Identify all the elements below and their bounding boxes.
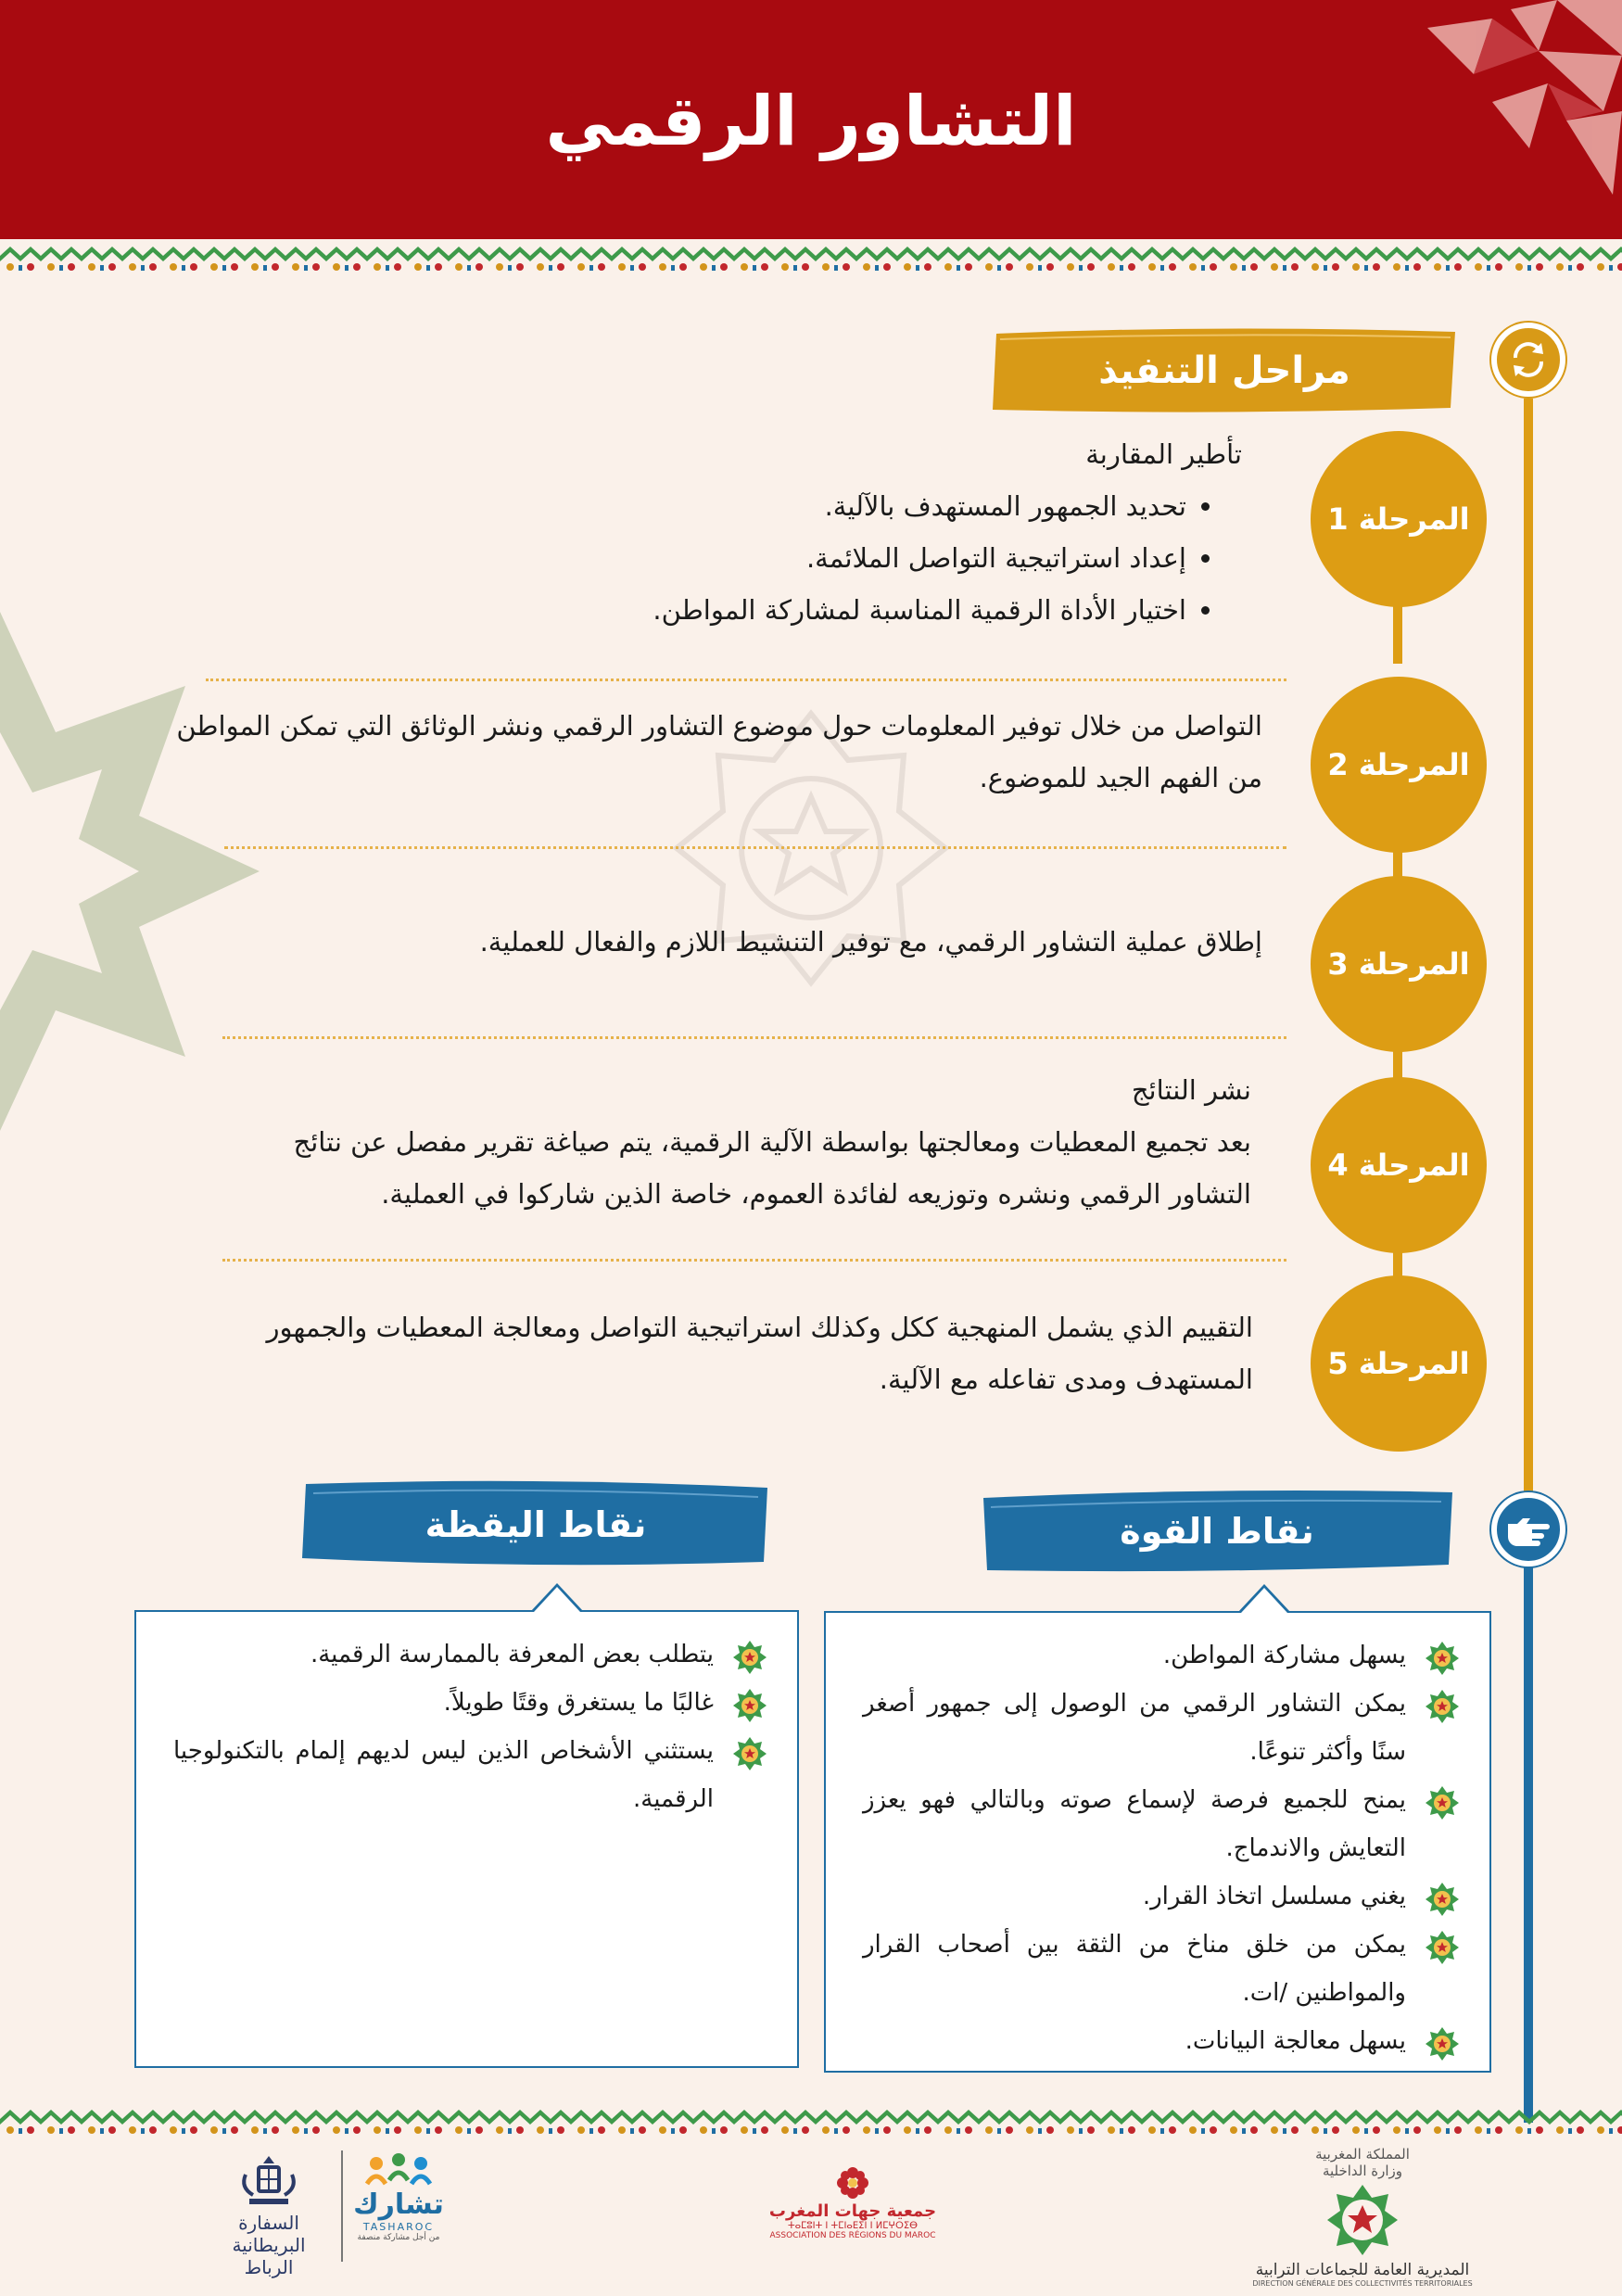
star-bullet-icon bbox=[1425, 1689, 1460, 1724]
british-embassy-logo: السفارة البريطانية الرباط bbox=[199, 2152, 338, 2278]
stage-5-line: التقييم الذي يشمل المنهجية ككل وكذلك استراتيجية التواصل ومعالجة المعطيات والجمهور bbox=[266, 1312, 1253, 1343]
star-bullet-icon bbox=[732, 1736, 767, 1771]
stage-4-text bbox=[158, 1064, 1251, 1220]
stage-4-title: نشر النتائج bbox=[1131, 1074, 1251, 1106]
stage-2-line: من الفهم الجيد للموضوع. bbox=[979, 762, 1262, 793]
stage-1-bullet: • تحديد الجمهور المستهدف بالآلية. bbox=[556, 480, 1186, 532]
stage-5-text bbox=[158, 1301, 1253, 1405]
page-header bbox=[0, 0, 1622, 239]
page-title: التشاور الرقمي bbox=[545, 82, 1077, 161]
stage-2-text bbox=[158, 700, 1262, 804]
divider bbox=[222, 1259, 1286, 1262]
star-bullet-icon bbox=[1425, 1930, 1460, 1965]
stage-connector bbox=[1393, 604, 1402, 664]
weaknesses-banner bbox=[298, 1478, 773, 1571]
footer-separator bbox=[341, 2150, 343, 2262]
list-item: يسهل مشاركة المواطن. bbox=[863, 1631, 1460, 1680]
stage-1-bullet: • إعداد استراتيجية التواصل الملائمة. bbox=[556, 532, 1186, 584]
regions-association-logo: جمعية جهات المغرب ⵜⴰⵎⵓⵏⵜ ⵏ ⵜⵎⵏⴰⴹⵉⵏ ⵏ ⵍⵎⵖⵔⵉⴱ ASSOCIATION DES RÉGIONS DU MAROC bbox=[760, 2164, 945, 2240]
list-item: يغني مسلسل اتخاذ القرار. bbox=[863, 1872, 1460, 1921]
decorative-border-bottom bbox=[0, 2106, 1622, 2139]
star-bullet-icon bbox=[732, 1688, 767, 1723]
strengths-title: نقاط القوة bbox=[1120, 1511, 1314, 1552]
star-bullet-icon bbox=[1425, 1882, 1460, 1917]
stage-4-line: التشاور الرقمي ونشره وتوزيعه لفائدة العموم، خاصة الذين شاركوا في العملية. bbox=[381, 1178, 1251, 1210]
stage-3-circle: المرحلة 3 bbox=[1311, 876, 1487, 1052]
stage-2-circle: المرحلة 2 bbox=[1311, 677, 1487, 853]
strengths-banner bbox=[978, 1485, 1456, 1578]
list-item: يمنح للجميع فرصة لإسماع صوته وبالتالي فهو يعزز التعايش والاندماج. bbox=[863, 1776, 1460, 1872]
list-item: يمكن التشاور الرقمي من الوصول إلى جمهور أصغر سنًا وأكثر تنوعًا. bbox=[863, 1680, 1460, 1776]
weaknesses-list bbox=[173, 1630, 767, 1823]
decorative-border-top bbox=[0, 243, 1622, 276]
star-bullet-icon bbox=[732, 1640, 767, 1675]
people-icon bbox=[361, 2152, 436, 2189]
stage-5-line: المستهدف ومدى تفاعله مع الآلية. bbox=[879, 1364, 1253, 1395]
strengths-list bbox=[863, 1631, 1460, 2065]
list-item: غالبًا ما يستغرق وقتًا طويلاً. bbox=[173, 1679, 767, 1727]
stage-1-circle: المرحلة 1 bbox=[1311, 431, 1487, 607]
divider bbox=[206, 679, 1286, 681]
weaknesses-box bbox=[134, 1610, 799, 2068]
cycle-icon bbox=[1491, 323, 1565, 397]
stage-5-circle: المرحلة 5 bbox=[1311, 1275, 1487, 1452]
timeline-gold-line bbox=[1524, 399, 1533, 1492]
strengths-caret-inner bbox=[1241, 1588, 1287, 1613]
stage-2-line: التواصل من خلال توفير المعلومات حول موضوع التشاور الرقمي ونشر الوثائق التي تمكن المواطن bbox=[176, 710, 1262, 742]
list-item: يتطلب بعض المعرفة بالممارسة الرقمية. bbox=[173, 1630, 767, 1679]
divider bbox=[222, 1036, 1286, 1039]
stage-3-line: إطلاق عملية التشاور الرقمي، مع توفير التنشيط اللازم والفعال للعملية. bbox=[479, 926, 1262, 958]
ministry-logo: المملكة المغربية وزارة الداخلية المديرية العامة للجماعات الترابية DIRECTION GÉNÉRALE DES COLLECTIVITÉS TERRITORIALES bbox=[1252, 2146, 1473, 2288]
list-item: يستثني الأشخاص الذين ليس لديهم إلمام بالتكنولوجيا الرقمية. bbox=[173, 1727, 767, 1823]
list-item: يمكن من خلق مناخ من الثقة بين أصحاب القرار والمواطنين /ات. bbox=[863, 1921, 1460, 2017]
stage-4-line: بعد تجميع المعطيات ومعالجتها بواسطة الآلية الرقمية، يتم صياغة تقرير مفصل عن نتائج bbox=[293, 1126, 1251, 1158]
royal-crest-icon bbox=[236, 2152, 301, 2212]
stage-1-bullet: • اختيار الأداة الرقمية المناسبة لمشاركة المواطن. bbox=[556, 584, 1186, 636]
strengths-box bbox=[824, 1611, 1491, 2073]
pointing-hand-icon bbox=[1491, 1492, 1565, 1567]
flower-icon bbox=[834, 2164, 871, 2201]
stage-3-text bbox=[371, 916, 1262, 968]
star-bullet-icon bbox=[1425, 2026, 1460, 2061]
timeline-blue-line bbox=[1524, 1492, 1533, 2123]
weaknesses-caret-inner bbox=[534, 1587, 580, 1612]
section-title-pill bbox=[987, 326, 1462, 414]
weaknesses-title: نقاط اليقظة bbox=[425, 1504, 647, 1545]
divider bbox=[224, 846, 1286, 849]
geometric-decoration bbox=[1400, 0, 1622, 213]
stage-1-bullets bbox=[556, 480, 1242, 636]
tasharoc-logo: تشارك TASHAROC من أجل مشاركة منصفة bbox=[343, 2152, 454, 2242]
stage-4-circle: المرحلة 4 bbox=[1311, 1077, 1487, 1253]
list-item: يسهل معالجة البيانات. bbox=[863, 2017, 1460, 2065]
section-title: مراحل التنفيذ bbox=[1098, 349, 1350, 392]
stage-1-title: تأطير المقاربة bbox=[1085, 438, 1242, 470]
ministry-emblem-icon bbox=[1325, 2183, 1400, 2257]
stage-1-text bbox=[556, 428, 1242, 636]
star-bullet-icon bbox=[1425, 1785, 1460, 1820]
star-bullet-icon bbox=[1425, 1641, 1460, 1676]
